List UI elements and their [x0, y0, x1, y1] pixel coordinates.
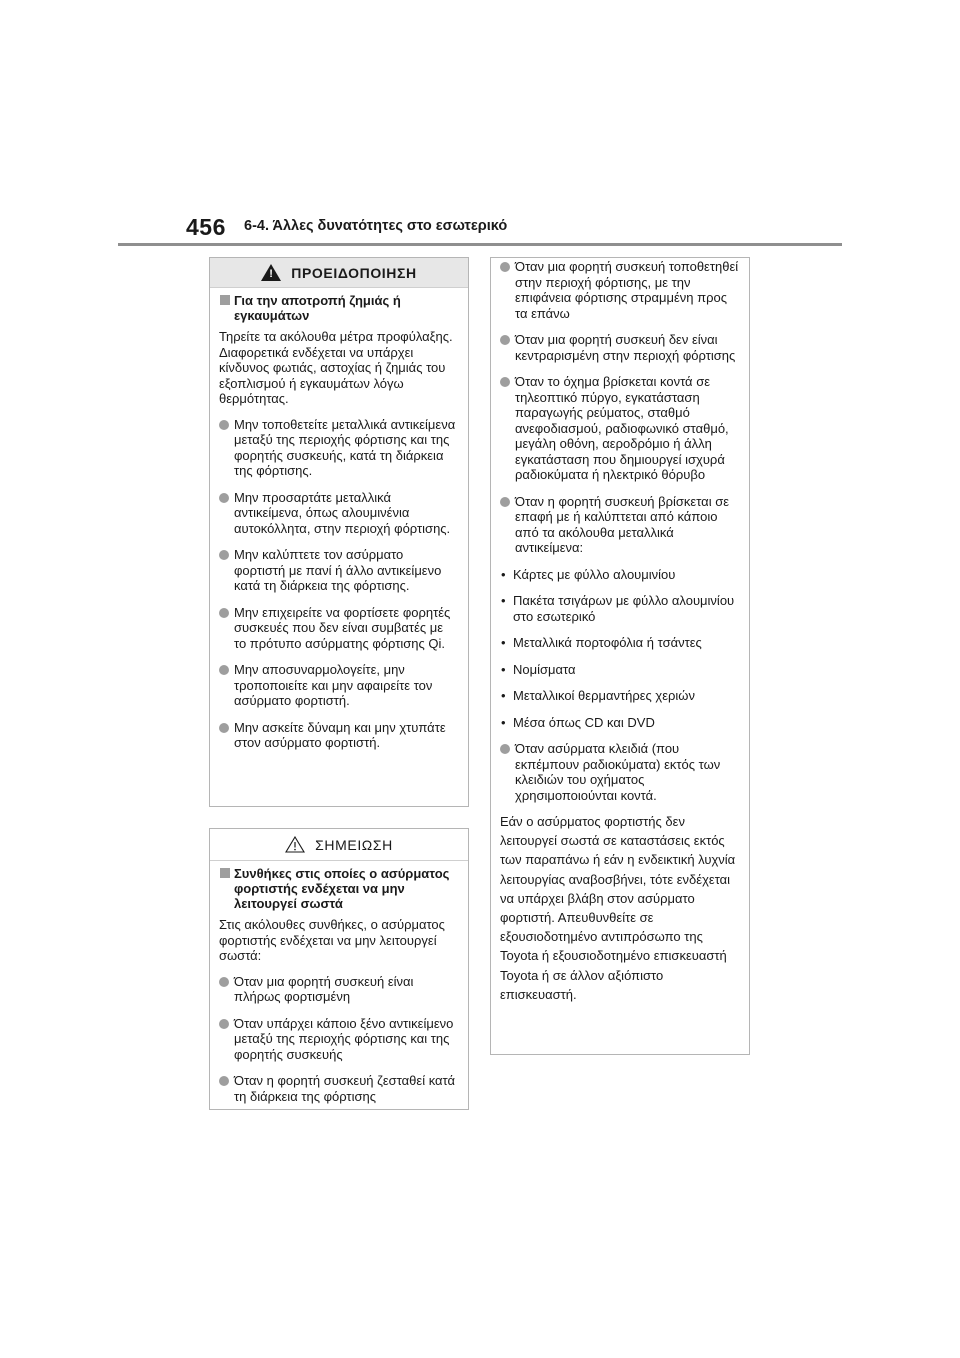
- header-rule: [118, 243, 842, 246]
- bullet-dot-icon: [219, 977, 229, 987]
- list-item: Όταν ασύρματα κλειδιά (που εκπέμπουν ραδιοκύματα) εκτός των κλειδιών του οχήματος χρησιμοποιούνται κοντά.: [500, 741, 739, 803]
- sub-list-item: • Κάρτες με φύλλο αλουμινίου: [501, 566, 676, 582]
- square-bullet-icon: [220, 868, 230, 878]
- section-title: 6-4. Άλλες δυνατότητες στο εσωτερικό: [244, 218, 508, 234]
- list-item: Όταν υπάρχει κάποιο ξένο αντικείμενο μεταξύ της περιοχής φόρτισης και της φορητής συσκευής: [219, 1016, 458, 1063]
- square-bullet-icon: [220, 295, 230, 305]
- note-intro: Στις ακόλουθες συνθήκες, ο ασύρματος φορτιστής ενδέχεται να μην λειτουργεί σωστά:: [219, 917, 445, 963]
- note-box: [209, 828, 469, 1110]
- list-item: Μην καλύπτετε τον ασύρματο φορτιστή με πανί ή άλλο αντικείμενο κατά τη διάρκεια της φόρτισης.: [219, 547, 458, 594]
- sub-bullet-mark: •: [501, 714, 506, 730]
- bullet-dot-icon: [219, 493, 229, 503]
- sub-bullet-mark: •: [501, 635, 506, 650]
- list-item: Όταν μια φορητή συσκευή τοποθετηθεί στην περιοχή φόρτισης, με την επιφάνεια φόρτισης στραμμένη προς τα επάνω: [500, 259, 739, 321]
- warning-intro: Τηρείτε τα ακόλουθα μέτρα προφύλαξης. Διαφορετικά ενδέχεται να υπάρχει κίνδυνος φωτιάς, αστοχίας ή ζημιάς του εξοπλισμού ή εγκαυμάτων λόγω θερμότητας.: [219, 329, 453, 406]
- list-item: Όταν η φορητή συσκευή ζεσταθεί κατά τη διάρκεια της φόρτισης: [219, 1073, 458, 1104]
- sub-list-item: • Μεταλλικοί θερμαντήρες χεριών: [501, 688, 695, 703]
- bullet-dot-icon: [219, 420, 229, 430]
- sub-list-item: • Μέσα όπως CD και DVD: [501, 714, 655, 730]
- warning-subheading: Για την αποτροπή ζημιάς ή εγκαυμάτων: [219, 293, 458, 323]
- caution-triangle-icon: [285, 836, 305, 853]
- list-item: Μην επιχειρείτε να φορτίσετε φορητές συσκευές που δεν είναι συμβατές με το πρότυπο ασύρματης φόρτισης Qi.: [219, 605, 458, 652]
- warning-title: ΠΡΟΕΙΔΟΠΟΙΗΣΗ: [291, 264, 417, 281]
- page-number: 456: [186, 214, 226, 240]
- closing-paragraph: Εάν ο ασύρματος φορτιστής δεν λειτουργεί σωστά σε καταστάσεις εκτός των παραπάνω ή εάν η ενδεικτική λυχνία λειτουργίας αναβοσβήνει, τότε ενδέχεται να υπάρχει βλάβη στον ασύρματο φορτιστή. Απευθυνθείτε σε εξουσιοδοτημένο αντιπρόσωπο της Toyota ή εξουσιοδοτημένο επισκευαστή Toyota ή σε άλλον αξιόπιστο επισκευαστή.: [500, 814, 736, 1002]
- warning-icon: [261, 264, 281, 281]
- note-subheading: Συνθήκες στις οποίες ο ασύρματος φορτιστής ενδέχεται να μην λειτουργεί σωστά: [219, 866, 458, 911]
- sub-list-item: • Μεταλλικά πορτοφόλια ή τσάντες: [501, 635, 702, 650]
- warning-box: [209, 257, 469, 807]
- list-item: Όταν μια φορητή συσκευή είναι πλήρως φορτισμένη: [219, 974, 458, 1005]
- note-box-header: [210, 829, 468, 861]
- list-item: Όταν μια φορητή συσκευή δεν είναι κεντραρισμένη στην περιοχή φόρτισης: [500, 332, 739, 363]
- list-item: Μην ασκείτε δύναμη και μην χτυπάτε στον ασύρματο φορτιστή.: [219, 720, 458, 751]
- list-item: Μην προσαρτάτε μεταλλικά αντικείμενα, όπως αλουμινένια αυτοκόλλητα, στην περιοχή φόρτισης.: [219, 490, 458, 537]
- bullet-dot-icon: [219, 723, 229, 733]
- bullet-dot-icon: [219, 1076, 229, 1086]
- bullet-dot-icon: [219, 608, 229, 618]
- bullet-dot-icon: [219, 1019, 229, 1029]
- bullet-dot-icon: [500, 335, 510, 345]
- bullet-dot-icon: [500, 497, 510, 507]
- warning-box-header: [210, 258, 468, 288]
- note-continuation-box: [490, 257, 750, 1055]
- list-item: Μην αποσυναρμολογείτε, μην τροποποιείτε και μην αφαιρείτε τον ασύρματο φορτιστή.: [219, 662, 458, 709]
- bullet-dot-icon: [219, 665, 229, 675]
- sub-list-item: • Πακέτα τσιγάρων με φύλλο αλουμινίου στο εσωτερικό: [501, 593, 735, 624]
- bullet-dot-icon: [500, 377, 510, 387]
- list-item: Μην τοποθετείτε μεταλλικά αντικείμενα μεταξύ της περιοχής φόρτισης και της φορητής συσκευής, κατά τη διάρκεια της φόρτισης.: [219, 417, 458, 479]
- sub-bullet-mark: •: [501, 661, 506, 677]
- bullet-dot-icon: [500, 744, 510, 754]
- sub-list-item: • Νομίσματα: [501, 661, 576, 677]
- page-header: [186, 214, 846, 244]
- list-item: Όταν το όχημα βρίσκεται κοντά σε τηλεοπτικό πύργο, εγκατάσταση παραγωγής ρεύματος, σταθμό ανεφοδιασμού, ραδιοφωνικό σταθμό, μεγάλη οθόνη, αεροδρόμιο ή άλλη εγκατάσταση που δημιουργεί ισχυρά ραδιοκύματα ή ηλεκτρικό θόρυβο: [500, 374, 739, 483]
- bullet-dot-icon: [500, 262, 510, 272]
- note-title: ΣΗΜΕΙΩΣΗ: [315, 836, 393, 853]
- bullet-dot-icon: [219, 550, 229, 560]
- sub-bullet-mark: •: [501, 688, 506, 703]
- sub-bullet-mark: •: [501, 566, 506, 582]
- list-item: Όταν η φορητή συσκευή βρίσκεται σε επαφή με ή καλύπτεται από κάποιο από τα ακόλουθα μεταλλικά αντικείμενα:: [500, 494, 739, 556]
- sub-bullet-mark: •: [501, 593, 506, 608]
